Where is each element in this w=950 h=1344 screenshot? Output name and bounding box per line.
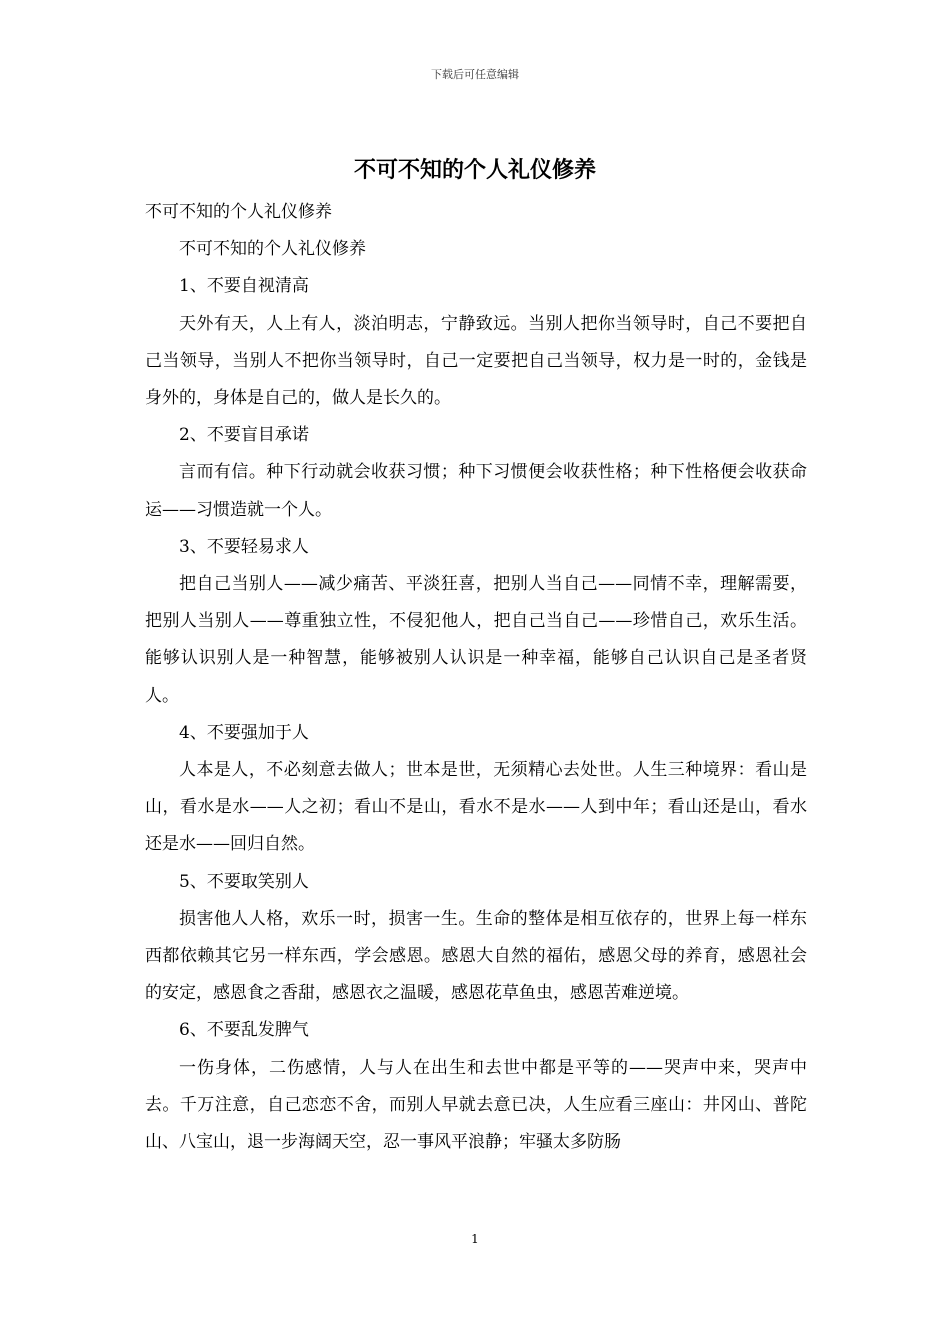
paragraph: 不可不知的个人礼仪修养 xyxy=(145,202,332,222)
paragraph: 把自己当别人——减少痛苦、平淡狂喜，把别人当自己——同情不幸，理解需要，把别人当别人——尊重独立性，不侵犯他人，把自己当自己——珍惜自己，欢乐生活。能够认识别人是一种智慧，能够被别人认识是一种幸福，能够自己认识自己是圣者贤人。 xyxy=(145,574,807,706)
document-title: 不可不知的个人礼仪修养 xyxy=(353,157,596,183)
paragraph: 人本是人，不必刻意去做人；世本是世，无须精心去处世。人生三种境界：看山是山，看水是水——人之初；看山不是山，看水不是水——人到中年；看山还是山，看水还是水——回归自然。 xyxy=(145,760,807,855)
page-header: 下载后可任意编辑 xyxy=(431,68,519,81)
paragraph: 损害他人人格，欢乐一时，损害一生。生命的整体是相互依存的，世界上每一样东西都依赖其它另一样东西，学会感恩。感恩大自然的福佑，感恩父母的养育，感恩社会的安定，感恩食之香甜，感恩衣之温暖，感恩花草鱼虫，感恩苦难逆境。 xyxy=(145,908,807,1004)
paragraph: 天外有天，人上有人，淡泊明志，宁静致远。当别人把你当领导时，自己不要把自己当领导，当别人不把你当领导时，自己一定要把自己当领导，权力是一时的，金钱是身外的，身体是自己的，做人是长久的。 xyxy=(145,313,807,409)
paragraph: 4、不要强加于人 xyxy=(179,722,309,743)
document-body xyxy=(145,194,807,1161)
paragraph: 言而有信。种下行动就会收获习惯；种下习惯便会收获性格；种下性格便会收获命运——习惯造就一个人。 xyxy=(145,462,807,520)
paragraph: 3、不要轻易求人 xyxy=(179,536,309,557)
paragraph: 2、不要盲目承诺 xyxy=(179,425,309,446)
paragraph: 1、不要自视清高 xyxy=(179,276,309,297)
paragraph: 6、不要乱发脾气 xyxy=(179,1020,309,1041)
paragraph: 一伤身体，二伤感情，人与人在出生和去世中都是平等的——哭声中来，哭声中去。千万注意，自己恋恋不舍，而别人早就去意已决，人生应看三座山：井冈山、普陀山、八宝山，退一步海阔天空，忍一事风平浪静；牢骚太多防肠 xyxy=(145,1057,807,1153)
page-number: 1 xyxy=(471,1232,479,1246)
paragraph: 5、不要取笑别人 xyxy=(179,871,309,892)
paragraph: 不可不知的个人礼仪修养 xyxy=(179,239,366,260)
